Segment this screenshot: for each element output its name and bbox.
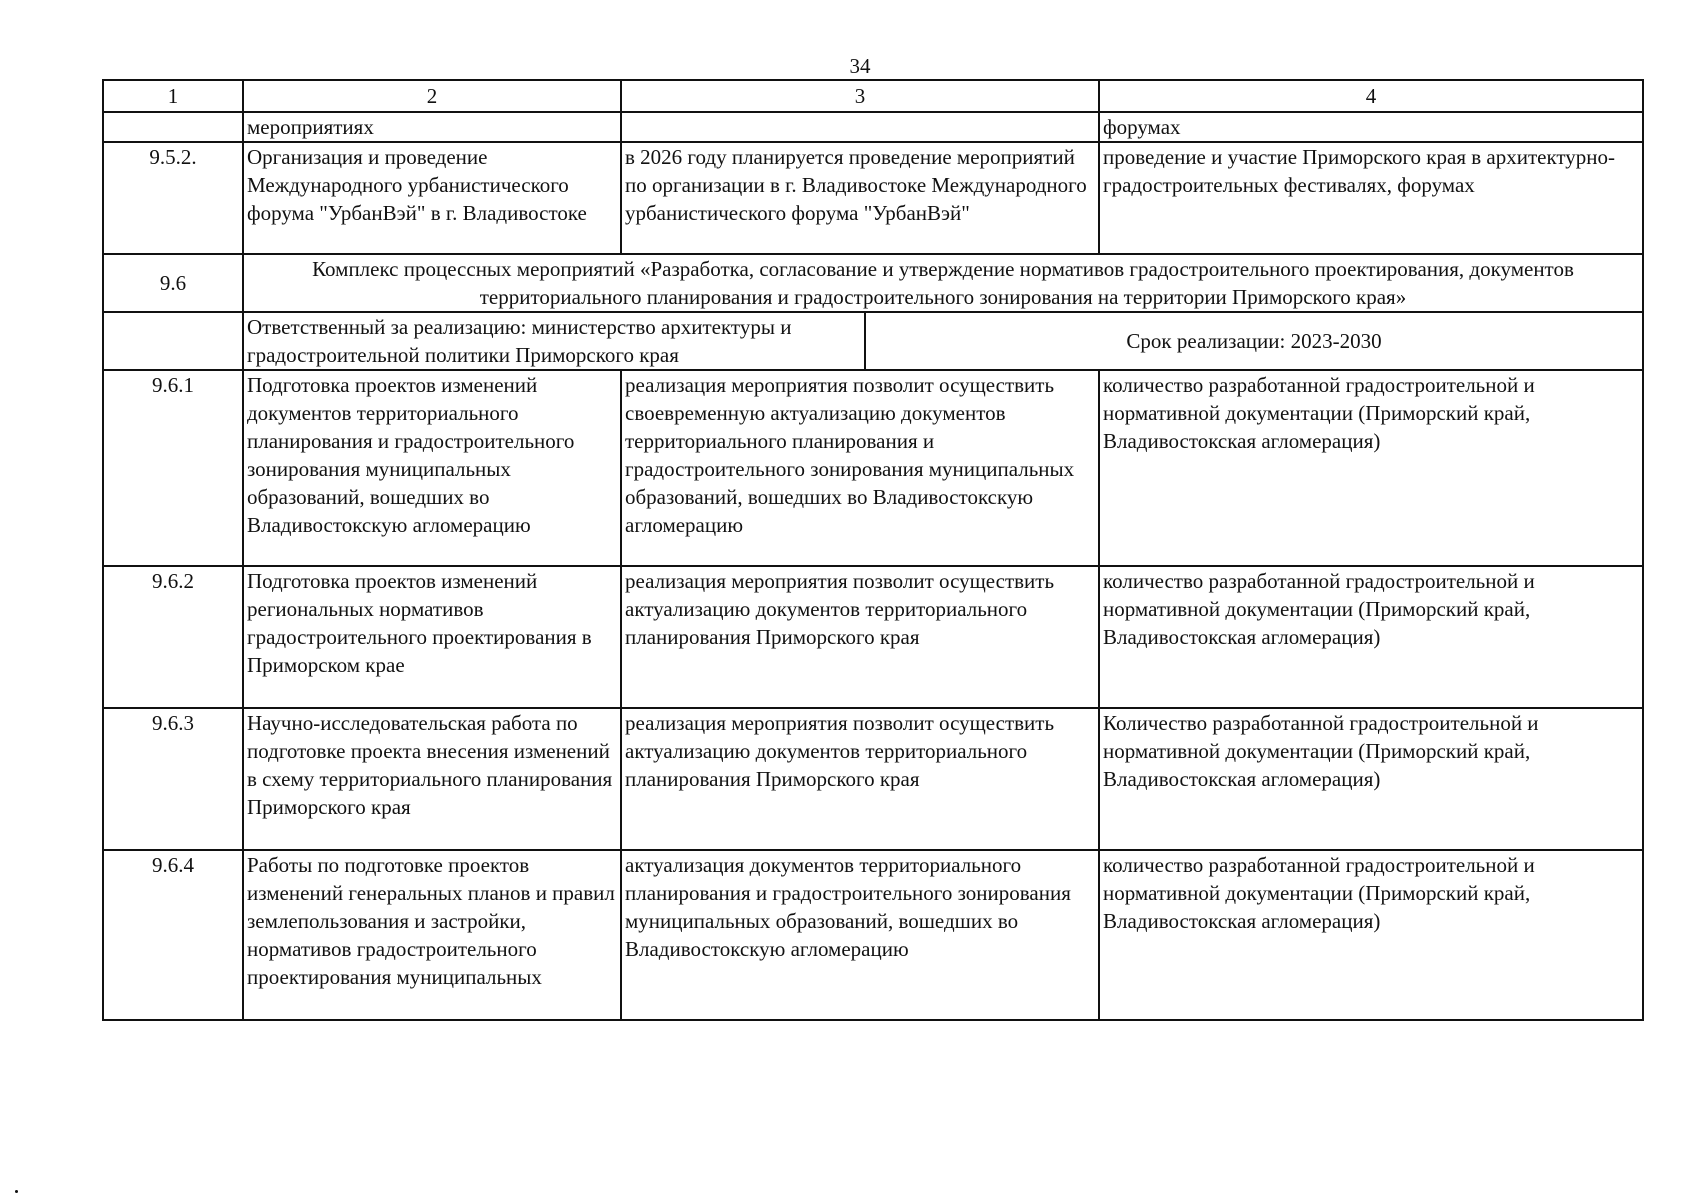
measure-name: Организация и проведение Международного урбанистического форума "УрбанВэй" в г. Владивостоке: [243, 142, 621, 254]
table-row: [103, 566, 1643, 708]
responsibility-cell: [243, 312, 1643, 370]
responsibility-row: [103, 312, 1643, 370]
table-row: [103, 112, 1643, 142]
page-number: 34: [849, 54, 871, 78]
measure-description: актуализация документов территориального планирования и градостроительного зонирования муниципальных образований, вошедших во Владивостокскую агломерацию: [621, 850, 1099, 1020]
measure-description: реализация мероприятия позволит осуществить актуализацию документов территориального планирования Приморского края: [621, 708, 1099, 850]
measure-description: реализация мероприятия позволит осуществить актуализацию документов территориального планирования Приморского края: [621, 566, 1099, 708]
column-number-header-row: [103, 80, 1643, 112]
row-number: 9.6.2: [103, 566, 243, 708]
table-row: [103, 142, 1643, 254]
measure-description: [621, 112, 1099, 142]
complex-title-row: [103, 254, 1643, 312]
measures-table: [102, 79, 1644, 1021]
row-number: 9.5.2.: [103, 142, 243, 254]
column-header-2: 2: [243, 80, 621, 112]
measure-name: Работы по подготовке проектов изменений генеральных планов и правил землепользования и застройки, нормативов градостроительного проектирования муниципальных: [243, 850, 621, 1020]
implementation-term: Срок реализации: 2023-2030: [1126, 329, 1382, 353]
table-row: [103, 370, 1643, 566]
scan-speck: [15, 1190, 18, 1193]
measure-description: реализация мероприятия позволит осуществить своевременную актуализацию документов территориального планирования и градостроительного зонирования муниципальных образований, вошедших во Владивостокскую агломерацию: [621, 370, 1099, 566]
row-number: 9.6.1: [103, 370, 243, 566]
column-header-1: 1: [103, 80, 243, 112]
row-number: 9.6.4: [103, 850, 243, 1020]
responsible-party: Ответственный за реализацию: министерство архитектуры и градостроительной политики Приморского края: [244, 313, 866, 369]
measure-name: Подготовка проектов изменений документов территориального планирования и градостроительного зонирования муниципальных образований, вошедших во Владивостокскую агломерацию: [243, 370, 621, 566]
complex-title: Комплекс процессных мероприятий «Разработка, согласование и утверждение нормативов градостроительного проектирования, документов территориального планирования и градостроительного зонирования на территории Приморского края»: [243, 254, 1643, 312]
measure-indicator: количество разработанной градостроительной и нормативной документации (Приморский край, Владивостокская агломерация): [1099, 370, 1643, 566]
empty-cell: [103, 312, 243, 370]
column-header-3: 3: [621, 80, 1099, 112]
measure-name: Подготовка проектов изменений региональных нормативов градостроительного проектирования в Приморском крае: [243, 566, 621, 708]
measure-indicator: Количество разработанной градостроительной и нормативной документации (Приморский край, Владивостокская агломерация): [1099, 708, 1643, 850]
measure-indicator: форумах: [1099, 112, 1643, 142]
measure-name: Научно-исследовательская работа по подготовке проекта внесения изменений в схему территориального планирования Приморского края: [243, 708, 621, 850]
measure-indicator: проведение и участие Приморского края в архитектурно-градостроительных фестивалях, форумах: [1099, 142, 1643, 254]
measure-indicator: количество разработанной градостроительной и нормативной документации (Приморский край, Владивостокская агломерация): [1099, 566, 1643, 708]
table-row: [103, 708, 1643, 850]
column-header-4: 4: [1099, 80, 1643, 112]
complex-number: 9.6: [103, 254, 243, 312]
measure-name: мероприятиях: [243, 112, 621, 142]
measure-indicator: количество разработанной градостроительной и нормативной документации (Приморский край, Владивостокская агломерация): [1099, 850, 1643, 1020]
row-number: 9.6.3: [103, 708, 243, 850]
measure-description: в 2026 году планируется проведение мероприятий по организации в г. Владивостоке Международного урбанистического форума "УрбанВэй": [621, 142, 1099, 254]
table-row: [103, 850, 1643, 1020]
row-number: [103, 112, 243, 142]
